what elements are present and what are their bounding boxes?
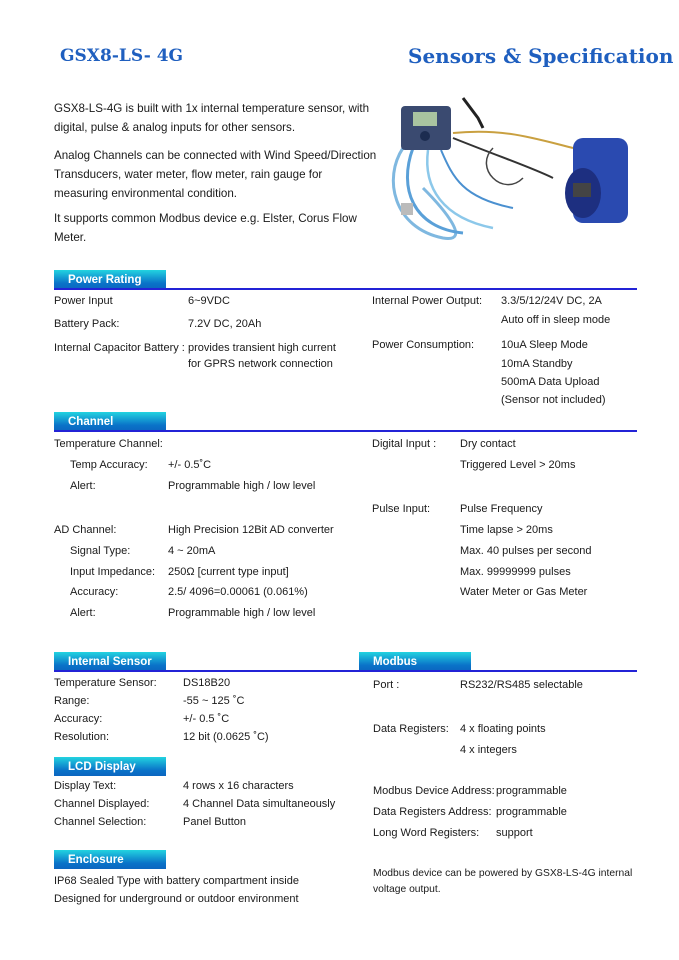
spec-label: Digital Input : [372,438,437,450]
section-header-lcd-display: LCD Display [54,757,166,776]
spec-label: Resolution: [54,731,110,743]
spec-value: High Precision 12Bit AD converter [168,524,334,536]
spec-label: Port : [373,679,400,691]
enclosure-line: Designed for underground or outdoor environment [54,893,299,905]
spec-value: 4 ~ 20mA [168,545,216,557]
spec-label: Internal Capacitor Battery : [54,342,185,354]
spec-label: Power Input [54,295,113,307]
spec-value: Max. 99999999 pulses [460,566,571,578]
spec-label: Channel Selection: [54,816,147,828]
spec-value: Triggered Level > 20ms [460,459,576,471]
spec-label: Battery Pack: [54,318,120,330]
spec-value: Max. 40 pulses per second [460,545,592,557]
modbus-note: voltage output. [373,884,441,895]
spec-value: 10mA Standby [501,358,573,370]
spec-value: 10uA Sleep Mode [501,339,588,351]
spec-label: Temp Accuracy: [70,459,148,471]
spec-value: 6~9VDC [188,295,230,307]
intro-paragraph-1: GSX8-LS-4G is built with 1x internal temperature sensor, with digital, pulse & analog inputs for other sensors. [54,102,370,134]
spec-value: 2.5/ 4096=0.00061 (0.061%) [168,586,308,598]
spec-value: Water Meter or Gas Meter [460,586,588,598]
spec-label: Modbus Device Address: [373,785,495,797]
spec-value: programmable [496,785,567,797]
section-header-channel: Channel [54,412,166,431]
spec-label: Data Registers Address: [373,806,492,818]
spec-value: Programmable high / low level [168,607,316,619]
section-divider [54,288,637,290]
product-name: GSX8-LS- 4G [60,46,184,66]
spec-value: 250Ω [current type input] [168,566,289,578]
section-header-modbus: Modbus [359,652,471,671]
section-divider [54,430,637,432]
spec-value: support [496,827,533,839]
spec-value: 4 Channel Data simultaneously [183,798,336,810]
spec-value: Panel Button [183,816,246,828]
spec-label: Display Text: [54,780,117,792]
spec-label: Long Word Registers: [373,827,480,839]
enclosure-line: IP68 Sealed Type with battery compartment inside [54,875,299,887]
spec-value: Programmable high / low level [168,480,316,492]
spec-value: 500mA Data Upload [501,376,600,388]
section-header-internal-sensor: Internal Sensor [54,652,166,671]
spec-value: 12 bit (0.0625 ˚C) [183,731,269,743]
spec-label: Data Registers: [373,723,449,735]
spec-value: 4 x floating points [460,723,546,735]
spec-label: Range: [54,695,90,707]
spec-value: 4 rows x 16 characters [183,780,294,792]
modbus-note: Modbus device can be powered by GSX8-LS-4G internal [373,868,633,879]
spec-label: Internal Power Output: [372,295,483,307]
spec-label: Alert: [70,607,96,619]
intro-paragraph-2: Analog Channels can be connected with Wind Speed/Direction Transducers, water meter, flow meter, rain gauge for measuring environmental condition. [54,149,377,200]
spec-label: AD Channel: [54,524,117,536]
spec-value: programmable [496,806,567,818]
spec-label: Accuracy: [54,713,103,725]
spec-label: Alert: [70,480,96,492]
spec-value: (Sensor not included) [501,394,606,406]
section-header-power-rating: Power Rating [54,270,166,289]
spec-value: DS18B20 [183,677,231,689]
spec-value: Pulse Frequency [460,503,543,515]
section-divider [54,670,637,672]
spec-label: Channel Displayed: [54,798,150,810]
spec-label: Accuracy: [70,586,119,598]
spec-value: Time lapse > 20ms [460,524,553,536]
spec-value: provides transient high current [188,342,336,354]
spec-label: Temperature Channel: [54,438,163,450]
spec-label: Temperature Sensor: [54,677,157,689]
product-photo [383,88,641,248]
spec-value: 3.3/5/12/24V DC, 2A [501,295,602,307]
spec-value: +/- 0.5 ˚C [183,713,230,725]
spec-value: 4 x integers [460,744,517,756]
section-header-enclosure: Enclosure [54,850,166,869]
spec-value: Auto off in sleep mode [501,314,611,326]
spec-label: Power Consumption: [372,339,475,351]
spec-value: +/- 0.5˚C [168,459,212,471]
spec-value: Dry contact [460,438,516,450]
spec-value: for GPRS network connection [188,358,333,370]
spec-value: RS232/RS485 selectable [460,679,583,691]
spec-label: Input Impedance: [70,566,156,578]
page-title: Sensors & Specification [408,44,674,68]
spec-value: 7.2V DC, 20Ah [188,318,262,330]
intro-paragraph-3: It supports common Modbus device e.g. Elster, Corus Flow Meter. [54,212,357,244]
spec-value: -55 ~ 125 ˚C [183,695,245,707]
spec-label: Signal Type: [70,545,131,557]
spec-label: Pulse Input: [372,503,431,515]
